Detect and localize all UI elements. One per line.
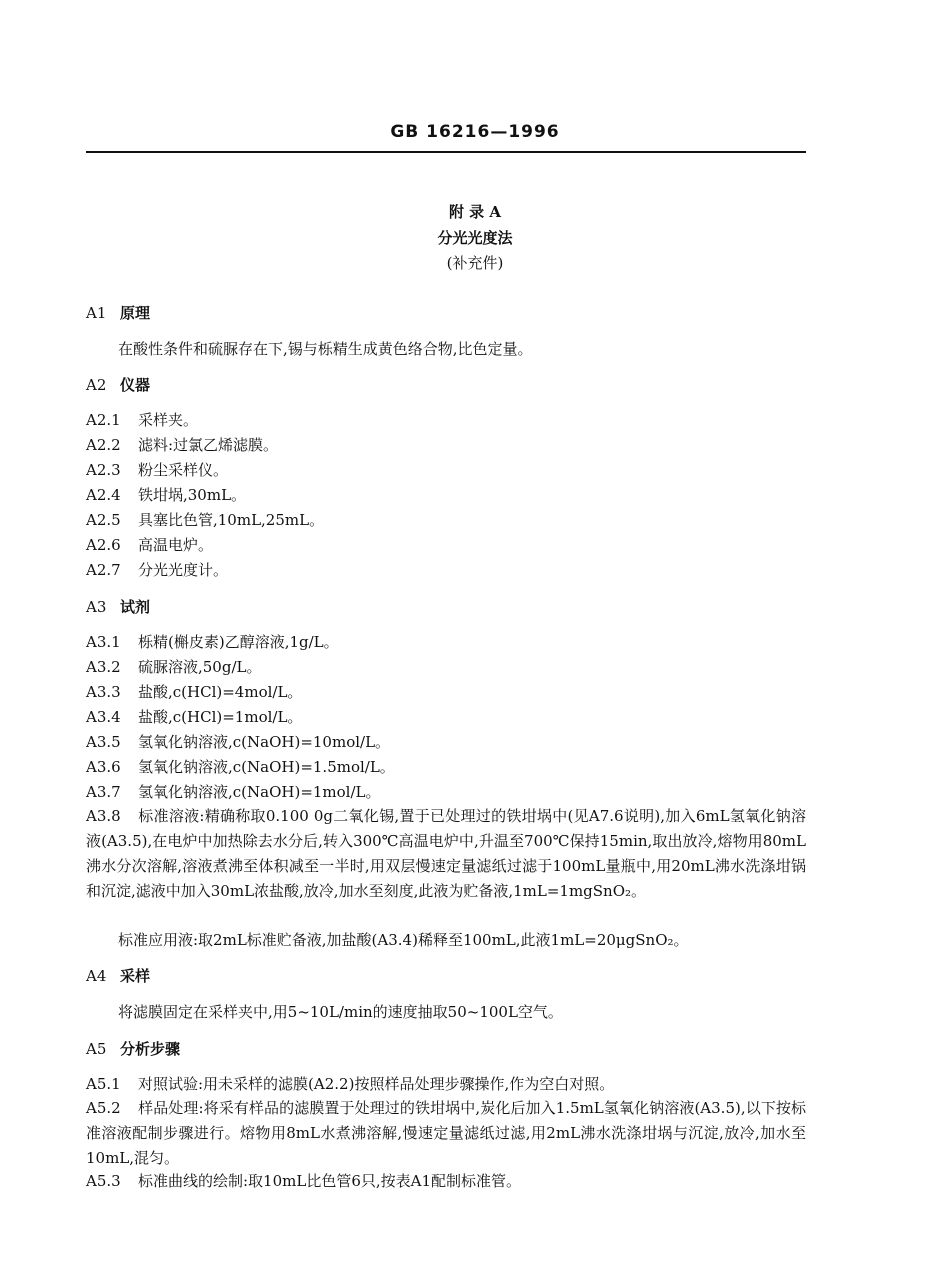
item-text: 对照试验:用未采样的滤膜(A2.2)按照样品处理步骤操作,作为空白对照。 [138,1075,615,1093]
section-number: A2 [86,376,107,394]
list-item [86,632,806,652]
item-number: A3.8 [86,807,121,825]
item-text: 栎精(槲皮素)乙醇溶液,1g/L。 [138,633,339,651]
item-text: 标准溶液:精确称取0.100 0g二氧化锡,置于已处理过的铁坩埚中(见A7.6说明),加入6mL氢氧化钠溶液(A3.5),在电炉中加热除去水分后,转入300℃高温电炉中,升温至700℃保持15min,取出放冷,熔物用80mL沸水分次溶解,溶液煮沸至体积减至一半时,用双层慢速定量滤纸过滤于100mL量瓶中,用20mL沸水洗涤坩锅和沉淀,滤液中加入30mL浓盐酸,放冷,加水至刻度,此液为贮备液,1mL=1mgSnO₂。 [86,807,806,900]
list-item [86,657,806,677]
paragraph-a3-8-working-solution: 标准应用液:取2mL标准贮备液,加盐酸(A3.4)稀释至100mL,此液1mL=20μgSnO₂。 [118,931,689,949]
paragraph-a3-8 [86,804,806,929]
list-item [86,782,806,802]
item-text: 分光光度计。 [138,561,229,579]
item-text: 盐酸,c(HCl)=1mol/L。 [138,708,303,726]
item-number: A2.3 [86,461,121,479]
section-number: A1 [86,304,107,322]
item-number: A3.3 [86,683,121,701]
appendix-title: 附 录 A [448,203,502,221]
section-a4-heading [86,966,806,986]
paragraph-a5-2 [86,1096,806,1171]
appendix-note: (补充件) [446,254,504,272]
list-item [86,560,806,580]
item-number: A3.4 [86,708,121,726]
section-a2-heading [86,375,806,395]
item-text: 样品处理:将采有样品的滤膜置于处理过的铁坩埚中,炭化后加入1.5mL氢氧化钠溶液(A3.5),以下按标准溶液配制步骤进行。熔物用8mL水煮沸溶解,慢速定量滤纸过滤,用2mL沸水洗涤坩埚与沉淀,放冷,加水至10mL,混匀。 [86,1099,806,1167]
section-number: A5 [86,1040,107,1058]
section-a1-heading [86,303,806,323]
section-title: 仪器 [120,376,151,394]
paragraph-a5-1 [86,1074,806,1094]
item-number: A2.4 [86,486,121,504]
list-item [86,707,806,727]
item-text: 铁坩埚,30mL。 [138,486,247,504]
item-text: 氢氧化钠溶液,c(NaOH)=1mol/L。 [138,783,381,801]
item-text: 硫脲溶液,50g/L。 [138,658,262,676]
list-item [86,460,806,480]
section-a1-body: 在酸性条件和硫脲存在下,锡与栎精生成黄色络合物,比色定量。 [118,340,533,358]
item-number: A3.5 [86,733,121,751]
section-a4-body: 将滤膜固定在采样夹中,用5~10L/min的速度抽取50~100L空气。 [118,1003,563,1021]
section-title: 原理 [120,304,151,322]
item-text: 采样夹。 [138,411,199,429]
item-text: 滤料:过氯乙烯滤膜。 [138,436,279,454]
list-item [86,682,806,702]
section-a5-heading [86,1039,806,1059]
item-number: A2.7 [86,561,121,579]
item-text: 标准曲线的绘制:取10mL比色管6只,按表A1配制标准管。 [138,1172,522,1190]
list-item [86,732,806,752]
section-title: 试剂 [120,598,151,616]
item-number: A5.2 [86,1099,121,1117]
list-item [86,410,806,430]
section-number: A4 [86,967,107,985]
item-text: 高温电炉。 [138,536,214,554]
list-item [86,757,806,777]
list-item [86,535,806,555]
item-text: 氢氧化钠溶液,c(NaOH)=10mol/L。 [138,733,391,751]
item-number: A3.2 [86,658,121,676]
item-text: 粉尘采样仪。 [138,461,229,479]
item-text: 氢氧化钠溶液,c(NaOH)=1.5mol/L。 [138,758,395,776]
item-number: A3.1 [86,633,121,651]
item-number: A3.6 [86,758,121,776]
item-number: A2.5 [86,511,121,529]
header-rule [86,151,806,153]
item-number: A2.6 [86,536,121,554]
item-number: A5.1 [86,1075,121,1093]
item-text: 具塞比色管,10mL,25mL。 [138,511,325,529]
item-number: A5.3 [86,1172,121,1190]
list-item [86,510,806,530]
section-title: 分析步骤 [120,1040,181,1058]
list-item [86,435,806,455]
item-number: A2.1 [86,411,121,429]
appendix-subtitle: 分光光度法 [437,229,513,247]
section-a3-heading [86,597,806,617]
page-header: GB 16216—1996 [390,122,560,142]
item-number: A2.2 [86,436,121,454]
item-text: 盐酸,c(HCl)=4mol/L。 [138,683,303,701]
section-number: A3 [86,598,107,616]
item-number: A3.7 [86,783,121,801]
section-title: 采样 [120,967,151,985]
paragraph-a5-3 [86,1171,806,1191]
list-item [86,485,806,505]
